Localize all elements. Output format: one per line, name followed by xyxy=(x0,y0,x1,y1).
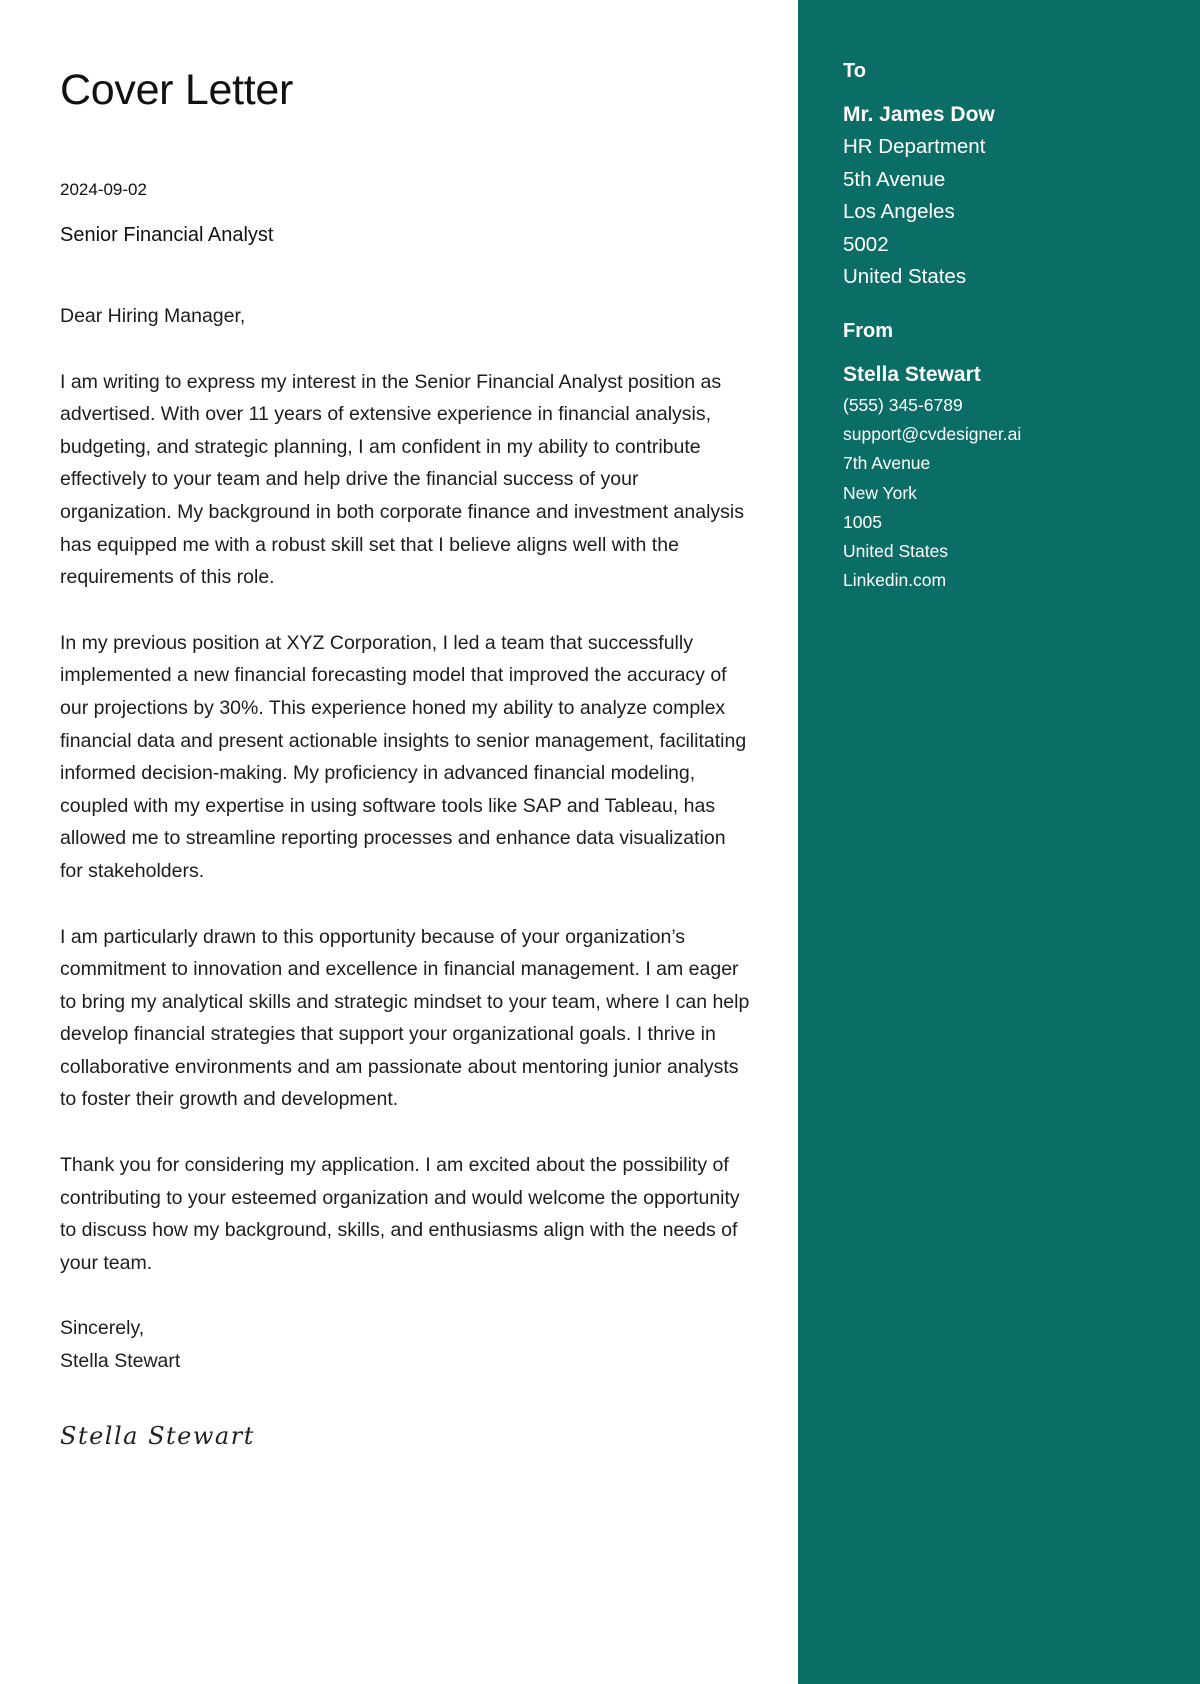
recipient-block xyxy=(843,60,1183,294)
sender-block xyxy=(843,320,1183,595)
letter-paragraph: I am particularly drawn to this opportunity because of your organization’s commitment to innovation and excellence in financial management. I am eager to bring my analytical skills and strategic mindset to your team, where I can help develop financial strategies that support your organizational goals. I thrive in collaborative environments and am passionate about mentoring junior analysts to foster their growth and development. xyxy=(60,925,750,1111)
letter-date: 2024-09-02 xyxy=(60,180,147,199)
letter-paragraph: I am writing to express my interest in the Senior Financial Analyst position as advertised. With over 11 years of extensive experience in financial analysis, budgeting, and strategic planning, I am confident in my ability to contribute effectively to your team and help drive the financial success of your organization. My background in both corporate finance and investment analysis has equipped me with a robust skill set that I believe aligns well with the requirements of this role. xyxy=(60,370,744,589)
handwritten-signature: Stella Stewart xyxy=(60,1422,255,1450)
page-title: Cover Letter xyxy=(60,66,294,114)
sender-city: New York xyxy=(843,482,917,503)
position-title: Senior Financial Analyst xyxy=(60,224,274,246)
recipient-heading: To xyxy=(843,60,866,82)
recipient-street: 5th Avenue xyxy=(843,167,946,191)
sender-heading: From xyxy=(843,319,893,342)
sender-postal-code: 1005 xyxy=(843,511,882,532)
letter-paragraph: In my previous position at XYZ Corporation, I led a team that successfully implemented a new financial forecasting model that improved the accuracy of our projections by 30%. This experience honed my ability to analyze complex financial data and present actionable insights to senior management, facilitating informed decision-making. My proficiency in advanced financial modeling, coupled with my expertise in using software tools like SAP and Tableau, has allowed me to streamline reporting processes and enhance data visualization for stakeholders. xyxy=(60,631,747,882)
sender-phone: (555) 345-6789 xyxy=(843,394,963,415)
recipient-country: United States xyxy=(843,265,967,289)
letter-closing: Sincerely, xyxy=(60,1317,145,1340)
sender-street: 7th Avenue xyxy=(843,453,931,474)
sender-website: Linkedin.com xyxy=(843,570,947,591)
recipient-name: Mr. James Dow xyxy=(843,103,995,126)
letter-body xyxy=(60,300,750,1378)
letter-greeting: Dear Hiring Manager, xyxy=(60,305,246,327)
sender-email: support@cvdesigner.ai xyxy=(843,424,1022,445)
sender-country: United States xyxy=(843,540,949,561)
letter-paragraph: Thank you for considering my application. I am excited about the possibility of contributing to your esteemed organization and would welcome the opportunity to discuss how my background, skills, and enthusiasms align with the needs of your team. xyxy=(60,1154,740,1274)
sidebar-content xyxy=(843,60,1183,595)
recipient-city: Los Angeles xyxy=(843,200,955,224)
recipient-postal-code: 5002 xyxy=(843,232,889,256)
recipient-department: HR Department xyxy=(843,135,986,158)
letter-sender-name: Stella Stewart xyxy=(60,1350,181,1373)
sender-name: Stella Stewart xyxy=(843,362,981,386)
contact-sidebar xyxy=(798,0,1200,1684)
